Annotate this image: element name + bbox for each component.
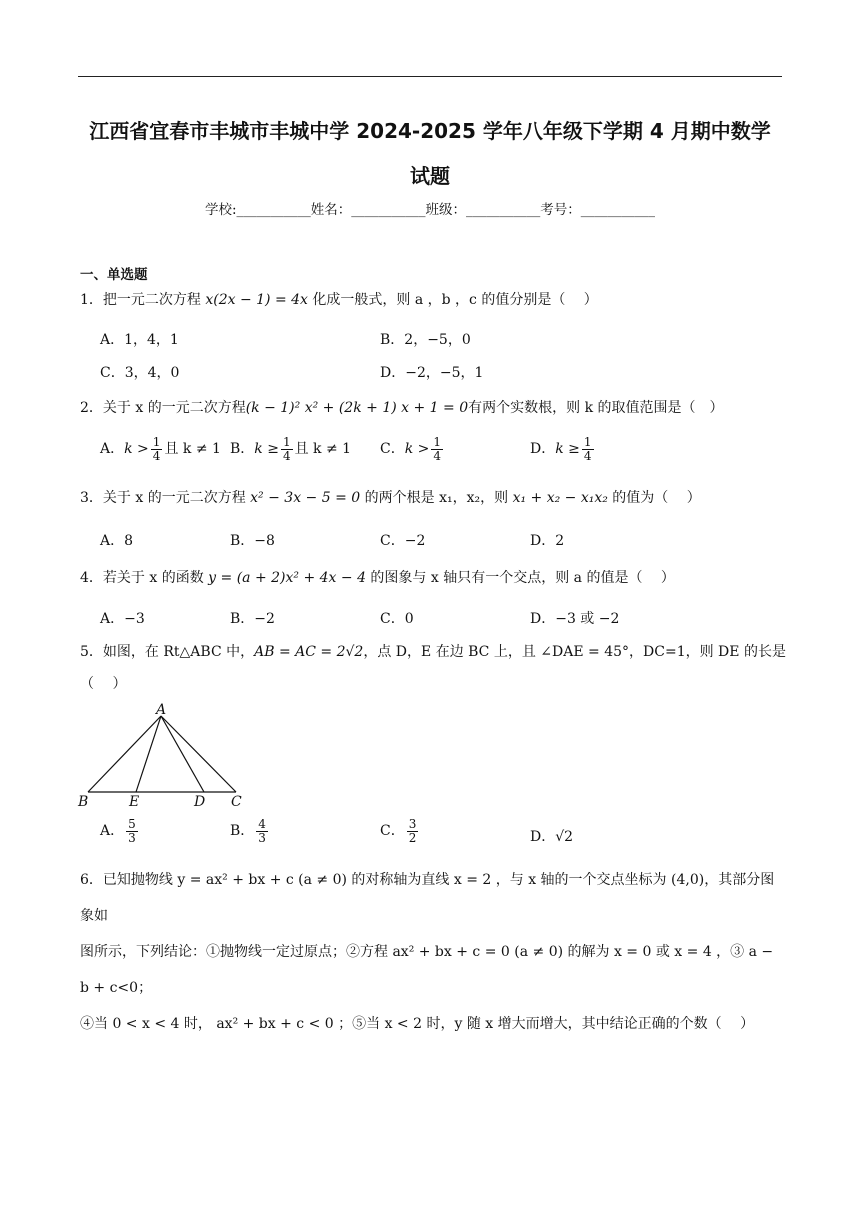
label-c: C — [231, 794, 242, 810]
q5-option-c: C． $\frac{3}{2}$ — [380, 817, 417, 845]
q2-equation: (k − 1)² x² + (2k + 1) x + 1 = 0 — [245, 400, 469, 416]
q3-option-d: D．2 — [530, 533, 565, 549]
q4-equation: y = (a + 2)x² + 4x − 4 — [208, 570, 366, 586]
triangle-figure — [76, 700, 256, 810]
q4-option-c: C．0 — [380, 611, 414, 627]
page-title-continued: 试题 — [410, 164, 450, 188]
q3-option-a: A．8 — [100, 533, 134, 549]
q3-equation: x² − 3x − 5 = 0 — [250, 490, 361, 506]
q5-option-d: D．√2 — [530, 829, 574, 845]
q4-option-a: A．−3 — [100, 611, 145, 627]
label-a: A — [156, 702, 167, 718]
q3-expression: x₁ + x₂ − x₁x₂ — [512, 490, 608, 506]
label-b: B — [78, 794, 89, 810]
label-e: E — [129, 794, 140, 810]
segment-ac — [161, 716, 236, 792]
q6-line-1: 6．已知抛物线 y = ax² + bx + c (a ≠ 0) 的对称轴为直线 x = 2 ，与 x 轴的一个交点坐标为 (4,0)，其部分图象如 — [80, 872, 775, 924]
label-d: D — [194, 794, 206, 810]
q3-option-b: B．−8 — [230, 533, 275, 549]
q5-option-a: A． $\frac{5}{3}$ — [100, 817, 136, 845]
q4-option-b: B．−2 — [230, 611, 275, 627]
q5-equation: AB = AC = 2√2 — [254, 644, 364, 660]
q2-option-c: C．k > $\frac{1}{4}$ — [380, 435, 442, 463]
q3-option-c: C．−2 — [380, 533, 426, 549]
q5-option-b: B． $\frac{4}{3}$ — [230, 817, 266, 845]
segment-ab — [88, 716, 161, 792]
q1-option-d: D．−2，−5，1 — [380, 365, 484, 381]
q6-line-2: 图所示，下列结论：①抛物线一定过原点；②方程 ax² + bx + c = 0 (a ≠ 0) 的解为 x = 0 或 x = 4 ，③ a − b + c<0； — [80, 944, 774, 996]
segment-ae — [136, 716, 161, 792]
question-3: 3．关于 x 的一元二次方程 x² − 3x − 5 = 0 的两个根是 x₁，x₂，则 x₁ + x₂ − x₁x₂ 的值为（ ） — [80, 490, 701, 506]
question-4: 4．若关于 x 的函数 y = (a + 2)x² + 4x − 4 的图象与 x 轴只有一个交点，则 a 的值是（ ） — [80, 570, 675, 586]
q2-option-b: B．k ≥ $\frac{1}{4}$ 且 k ≠ 1 — [230, 435, 352, 463]
question-6 — [80, 862, 785, 1042]
question-1: 1．把一元二次方程 x(2x − 1) = 4x 化成一般式，则 a ，b ，c 的值分别是（ ） — [80, 292, 598, 308]
q2-option-d: D．k ≥ $\frac{1}{4}$ — [530, 435, 592, 463]
question-5: 5．如图，在 Rt△ABC 中，AB = AC = 2√2，点 D，E 在边 BC 上，且 ∠DAE = 45°，DC=1，则 DE 的长是 — [80, 644, 786, 660]
segment-ad — [161, 716, 204, 792]
header-rule — [78, 76, 782, 77]
q1-option-a: A．1，4，1 — [100, 332, 179, 348]
q6-line-3: ④当 0 < x < 4 时， ax² + bx + c < 0 ；⑤当 x < 2 时，y 随 x 增大而增大，其中结论正确的个数（ ） — [80, 1016, 755, 1032]
section-heading: 一、单选题 — [80, 267, 148, 283]
page-title: 江西省宜春市丰城市丰城中学 2024-2025 学年八年级下学期 4 月期中数学 — [89, 119, 771, 143]
student-info-line: 学校:___________姓名：___________班级：___________考号：___________ — [204, 202, 656, 218]
question-2: 2．关于 x 的一元二次方程(k − 1)² x² + (2k + 1) x + 1 = 0有两个实数根，则 k 的取值范围是（ ） — [80, 400, 724, 416]
q1-equation: x(2x − 1) = 4x — [205, 292, 308, 308]
q1-option-b: B．2，−5，0 — [380, 332, 471, 348]
q4-option-d: D．−3 或 −2 — [530, 611, 620, 627]
question-5-continued: （ ） — [80, 676, 127, 692]
q1-option-c: C．3，4，0 — [100, 365, 180, 381]
q2-option-a: A．k > $\frac{1}{4}$ 且 k ≠ 1 — [100, 435, 221, 463]
